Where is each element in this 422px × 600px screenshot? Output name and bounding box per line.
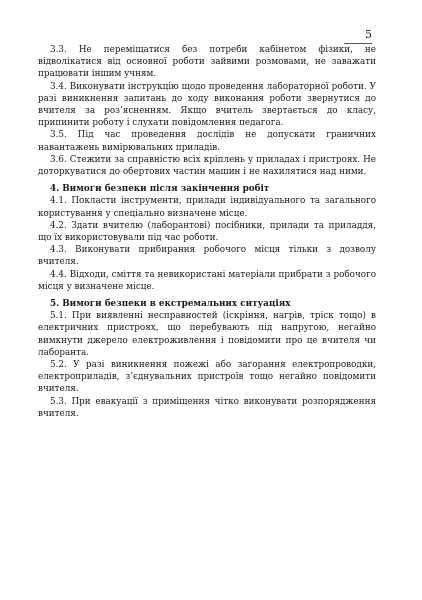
paragraph-5-3: 5.3. При евакуації з приміщення чітко виконувати розпорядження вчителя. bbox=[38, 396, 376, 419]
paragraph-3-4: 3.4. Виконувати інструкцію щодо проведення лабораторної роботи. У разі виникнення запитань до ходу виконання роботи звернутися до вчителя за роз’ясненням. Якщо вчитель звертається до класу, припинити роботу і слухати повідомлення педагога. bbox=[38, 81, 376, 129]
paragraph-3-5: 3.5. Під час проведення дослідів не допускати граничних навантажень вимірювальних приладів. bbox=[38, 130, 376, 153]
section-4-heading: 4. Вимоги безпеки після закінчення робіт bbox=[50, 184, 270, 195]
paragraph-5-2: 5.2. У разі виникнення пожежі або загорання електропроводки, електроприладів, з’єднувальних пристроїв тощо негайно повідомити вчителя. bbox=[38, 360, 376, 395]
paragraph-4-4: 4.4. Відходи, сміття та невикористані матеріали прибрати з робочого місця у визначене місце. bbox=[38, 269, 376, 292]
paragraph-4-2: 4.2. Здати вчителю (лаборантові) посібники, прилади та приладдя, що їх використовували під час роботи. bbox=[38, 220, 376, 244]
section-5 bbox=[38, 298, 376, 420]
paragraph-4-3: 4.3. Виконувати прибирання робочого місця тільки з дозволу вчителя. bbox=[38, 245, 376, 268]
section-5-heading: 5. Вимоги безпеки в екстремальних ситуаціях bbox=[50, 299, 291, 310]
paragraph-5-1: 5.1. При виявленні несправностей (іскріння, нагрів, тріск тощо) в електричних пристроях, що перебувають під напругою, негайно вимкнути джерело електроживлення і повідомити про це вчителя чи лаборанта. bbox=[38, 311, 376, 358]
paragraph-3-6: 3.6. Стежити за справністю всіх кріплень у приладах і пристроях. Не доторкуватися до обертових частин машин і не нахилятися над ними. bbox=[38, 154, 376, 178]
paragraph-3-3: 3.3. Не переміщатися без потреби кабінетом фізики, не відволікатися від основної роботи зайвими розмовами, не заважати працювати іншим учням. bbox=[38, 45, 376, 80]
page-content bbox=[38, 44, 376, 420]
paragraph-4-1: 4.1. Покласти інструменти, прилади індивідуального та загального користування у спеціально визначене місце. bbox=[38, 196, 376, 219]
page-number: 5 bbox=[365, 28, 372, 41]
section-4 bbox=[38, 183, 376, 293]
